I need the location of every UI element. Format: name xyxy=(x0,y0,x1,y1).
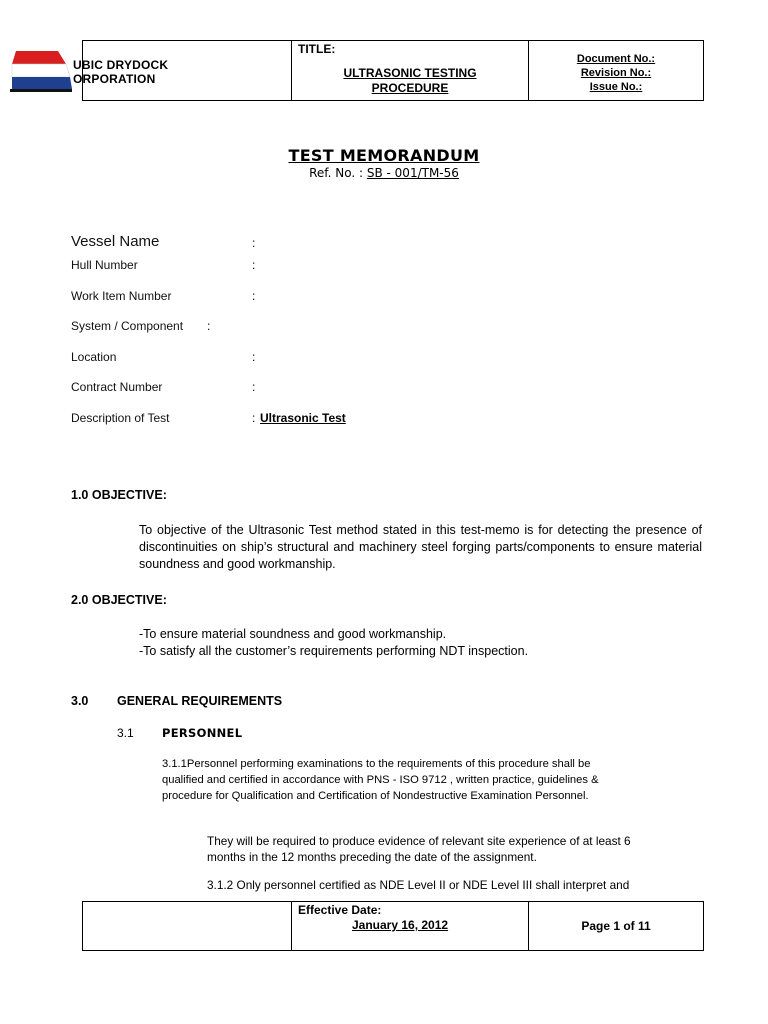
company-name-line2: ORPORATION xyxy=(73,72,156,86)
subsection-3-1-heading: PERSONNEL xyxy=(162,726,243,740)
field-location-label: Location xyxy=(71,350,117,364)
issue-number-label: Issue No.: xyxy=(589,81,643,93)
field-description-label: Description of Test xyxy=(71,411,170,425)
field-description-colon: : xyxy=(252,411,256,425)
revision-number-label: Revision No.: xyxy=(580,67,652,79)
document-number-label: Document No.: xyxy=(576,53,656,65)
footer-effective-date-cell xyxy=(292,902,529,950)
field-hull-number-colon: : xyxy=(252,258,256,272)
paragraph-evidence-line1: They will be required to produce evidence of relevant site experience of at least 6 xyxy=(207,834,631,848)
field-contract-number-colon: : xyxy=(252,380,256,394)
section-2-text xyxy=(139,626,528,660)
paragraph-evidence-line2: months in the 12 months preceding the date of the assignment. xyxy=(207,850,537,864)
section-1-heading: 1.0 OBJECTIVE: xyxy=(71,488,167,502)
field-contract-number-label: Contract Number xyxy=(71,380,163,394)
effective-date-label: Effective Date: xyxy=(298,903,382,917)
document-info xyxy=(529,52,703,94)
header-company-cell xyxy=(73,41,292,100)
field-work-item-label: Work Item Number xyxy=(71,289,172,303)
company-name xyxy=(73,58,168,86)
paragraph-evidence xyxy=(207,833,631,865)
paragraph-3-1-1-line2: qualified and certified in accordance with PNS - ISO 9712 , written practice, guidelines & xyxy=(162,774,599,786)
section-3-number: 3.0 xyxy=(71,694,89,708)
memo-ref-label: Ref. No. : xyxy=(309,166,364,180)
section-2-line1: -To ensure material soundness and good workmanship. xyxy=(139,627,447,641)
section-2-heading: 2.0 OBJECTIVE: xyxy=(71,593,167,607)
memo-reference xyxy=(0,166,768,180)
title-label: TITLE: xyxy=(298,42,336,56)
company-underline xyxy=(83,100,175,101)
field-location-colon: : xyxy=(252,350,256,364)
page-number: Page 1 of 11 xyxy=(581,919,651,933)
company-name-line1: UBIC DRYDOCK xyxy=(73,58,169,72)
document-title-line1: ULTRASONIC TESTING xyxy=(343,66,477,80)
document-header-table xyxy=(73,40,704,101)
document-footer-table xyxy=(82,901,704,951)
paragraph-3-1-1-line3: procedure for Qualification and Certification of Nondestructive Examination Personnel. xyxy=(162,790,589,802)
header-title-cell xyxy=(292,41,529,100)
section-3-heading: GENERAL REQUIREMENTS xyxy=(117,694,283,708)
paragraph-3-1-1-line1: 3.1.1Personnel performing examinations to the requirements of this procedure shall be xyxy=(162,758,591,770)
field-system-component-label: System / Component xyxy=(71,319,184,333)
header-docinfo-cell xyxy=(529,41,703,100)
paragraph-3-1-2: 3.1.2 Only personnel certified as NDE Level II or NDE Level III shall interpret and xyxy=(207,878,630,892)
company-logo-flag-icon xyxy=(10,49,72,93)
field-hull-number-label: Hull Number xyxy=(71,258,138,272)
footer-page-cell xyxy=(529,902,703,950)
memo-ref-value: SB - 001/TM-56 xyxy=(366,166,459,180)
paragraph-3-1-1 xyxy=(162,756,599,804)
footer-empty-cell xyxy=(83,902,292,950)
subsection-3-1-number: 3.1 xyxy=(117,726,134,740)
field-system-component-colon: : xyxy=(207,319,211,333)
field-vessel-name-label: Vessel Name xyxy=(71,233,160,250)
section-2-line2: -To satisfy all the customer’s requirements performing NDT inspection. xyxy=(139,644,529,658)
field-work-item-colon: : xyxy=(252,289,256,303)
field-vessel-name-colon: : xyxy=(252,236,256,250)
document-title-line2: PROCEDURE xyxy=(371,81,449,95)
section-1-text: To objective of the Ultrasonic Test method stated in this test-memo is for detecting the presence of discontinuities on ship’s structural and machinery steel forging parts/components to ensure material soundness and good workmanship. xyxy=(139,523,702,571)
document-title xyxy=(292,66,528,96)
effective-date-value: January 16, 2012 xyxy=(352,918,449,932)
field-description-value: Ultrasonic Test xyxy=(260,411,346,425)
memo-title: TEST MEMORANDUM xyxy=(288,146,480,165)
